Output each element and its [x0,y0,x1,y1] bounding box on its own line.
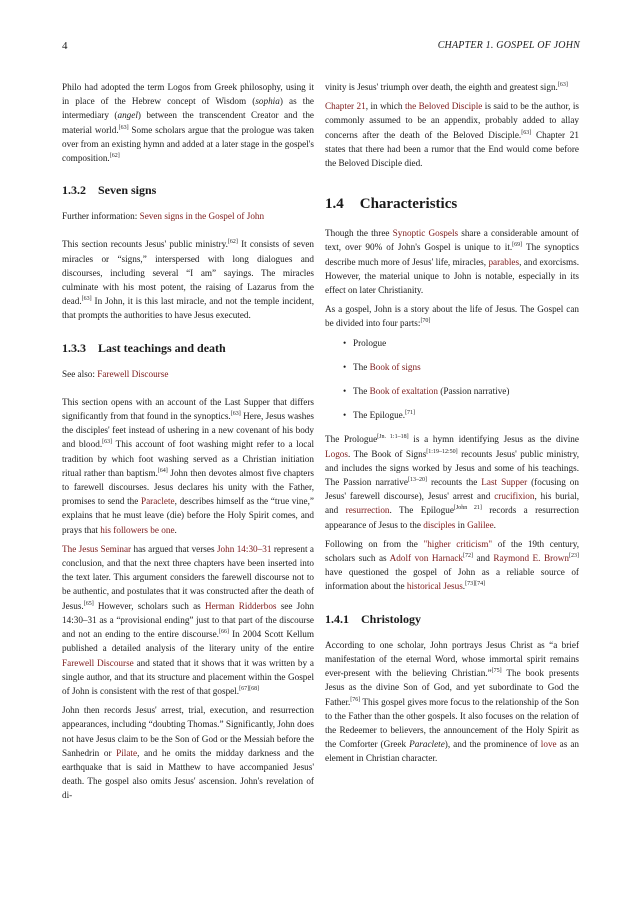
list-item: • The Epilogue.[71] [343,408,579,422]
link-pilate[interactable]: Pilate [116,747,138,758]
link-raymond-brown[interactable]: Raymond E. Brown [493,553,569,564]
link-adolf-von-harnack[interactable]: Adolf von Harnack [389,553,464,564]
list-item: • The Book of exaltation (Passion narrative) [343,384,579,398]
link-chapter-21[interactable]: Chapter 21 [325,101,366,112]
link-paraclete[interactable]: Paraclete [140,496,175,507]
paragraph-higher-criticism: Following on from the "higher criticism" of the 19th century, scholars such as Adolf von Harnack[72] and Raymond E. Brown[23] have questioned the gospel of John as a reliable source of information about the historical Jesus.[73][74] [325,538,579,592]
list-item: • Prologue [343,336,579,350]
paragraph-chapter-21: Chapter 21, in which the Beloved Disciple is said to be the author, is commonly assumed to be an appendix, probably added to allay concerns after the death of the Beloved Disciple.[63] Chapter 21 states that there had been a rumor that the End would come before the Beloved Disciple died. [325,101,579,169]
paragraph-jesus-seminar: The Jesus Seminar has argued that verses John 14:30–31 represent a conclusion, and that the next three chapters have been inserted into the text later. This argument considers the farewell discourse not to be authentic, and postulates that it was constructed after the death of Jesus.[65] However, scholars such as Herman Ridderbos see John 14:30–31 as a “provisional ending” just to that part of the discourse and not an ending to the entire discourse.[66] In 2004 Scott Kellum published a detailed analysis of the literary unity of the entire Farewell Discourse and stated that it shows that it was written by a single author, and that its structure and placement within the Gospel of John is consistent with the rest of that gospel.[67][68] [62,543,315,696]
link-book-of-exaltation[interactable]: Book of exaltation [369,386,438,397]
paragraph-synoptics: Though the three Synoptic Gospels share a considerable amount of text, over 90% of John's Gospel is unique to it.[69] The synoptics describe much more of Jesus' life, miracles, parables, and exorcisms. However, the material unique to John is notable, especially in its effect on later Christianity. [325,228,579,296]
link-historical-jesus[interactable]: historical Jesus [406,581,463,592]
left-column [62,80,314,808]
paragraph-philo: Philo had adopted the term Logos from Greek philosophy, using it in place of the Hebrew concept of Wisdom (sophia) as the intermediary (angel) between the transcendent Creator and the material world.[63] Some scholars argue that the prologue was taken over from an existing hymn and added at a later stage in the gospel's composition.[62] [62,82,315,164]
section-heading-christology: 1.4.1 Christology [325,611,421,626]
link-farewell-discourse[interactable]: Farewell Discourse [97,368,169,379]
further-information: Further information: Seven signs in the Gospel of John [62,211,265,222]
parts-list [343,336,579,423]
section-heading-seven-signs: 1.3.2 Seven signs [62,183,157,198]
link-jesus-seminar[interactable]: The Jesus Seminar [62,543,132,554]
see-also: See also: Farewell Discourse [62,368,169,379]
section-heading-characteristics: 1.4 Characteristics [325,196,458,213]
link-his-followers-be-one[interactable]: his followers be one [100,524,175,535]
paragraph-last-supper: This section opens with an account of the Last Supper that differs significantly from that found in the synoptics.[63] Here, Jesus washes the disciples' feet instead of ushering in a new covenant of his body and blood.[63] This account of foot washing might refer to a local tradition by which foot washing served as a Christian initiation ritual rather than baptism.[64] John then devotes almost five chapters to farewell discourses. Jesus declares his unity with the Father, promises to send the Paraclete, describes himself as the “true vine,” explains that he must leave (die) before the Holy Spirit comes, and prays that his followers be one. [62,396,314,535]
link-seven-signs[interactable]: Seven signs in the Gospel of John [139,211,265,222]
link-parables[interactable]: parables [488,256,520,267]
section-heading-last-teachings: 1.3.3 Last teachings and death [62,340,226,355]
link-logos[interactable]: Logos [325,448,348,459]
link-herman-ridderbos[interactable]: Herman Ridderbos [204,600,277,611]
paragraph-divinity: vinity is Jesus' triumph over death, the eighth and greatest sign.[63] [325,82,568,92]
running-head: CHAPTER 1. GOSPEL OF JOHN [437,40,580,51]
paragraph-four-parts: As a gospel, John is a story about the life of Jesus. The Gospel can be divided into four parts:[70] [325,304,579,329]
page-number: 4 [62,40,68,52]
paragraph-public-ministry: This section recounts Jesus' public ministry.[62] It consists of seven miracles or “signs,” interspersed with long dialogues and discourses, including several “I am” sayings. The miracles culminate with his most potent, the raising of Lazarus from the dead.[63] In John, it is this last miracle, and not the temple incident, that prompts the authorities to have Jesus executed. [62,239,315,321]
link-farewell-discourse-inline[interactable]: Farewell Discourse [62,657,134,668]
link-synoptic-gospels[interactable]: Synoptic Gospels [392,228,459,239]
paragraph-prologue: The Prologue[Jn. 1:1–18] is a hymn identifying Jesus as the divine Logos. The Book of Signs[1:19–12:50] recounts Jesus' public ministry, and includes the signs worked by Jesus and some of his teachings. The Passion narrative[13–20] recounts the Last Supper (focusing on Jesus' farewell discourse), Jesus' arrest and crucifixion, his burial, and resurrection. The Epilogue[John 21] records a resurrection appearance of Jesus to the disciples in Galilee. [325,434,579,530]
link-book-of-signs[interactable]: Book of signs [369,361,421,372]
right-column [325,80,579,771]
link-love[interactable]: love [540,739,557,750]
link-resurrection[interactable]: resurrection [345,505,390,516]
paragraph-christology: According to one scholar, John portrays Jesus Christ as “a brief manifestation of the eternal Word, whose immortal spirit remains ever-present with the believing Christian.”[75] The book presents Jesus as the divine Son of God, and yet subordinate to God the Father.[76] This gospel gives more focus to the relationship of the Son to the Father than the other gospels. It also focuses on the relation of the Redeemer to believers, the announcement of the Holy Spirit as the Comforter (Greek Paraclete), and the prominence of love as an element in Christian character. [325,639,579,764]
link-higher-criticism[interactable]: "higher criticism" [423,538,493,549]
link-crucifixion[interactable]: crucifixion [494,491,535,502]
list-item: • The Book of signs [343,360,579,374]
link-disciples[interactable]: disciples [423,519,456,530]
paragraph-arrest-trial: John then records Jesus' arrest, trial, execution, and resurrection appearances, including “doubting Thomas.” Significantly, John does not have Jesus claim to be the Son of God or the Messiah before the Sanhedrin or Pilate, and he omits the midday darkness and the earthquake that is said in Matthew to have accompanied Jesus' death. The gospel also omits Jesus' ascension. John's revelation of di- [62,705,314,801]
link-last-supper[interactable]: Last Supper [481,477,528,488]
link-john-14-30[interactable]: John 14:30–31 [216,543,272,554]
link-beloved-disciple[interactable]: the Beloved Disciple [404,101,483,112]
link-galilee[interactable]: Galilee [467,519,494,530]
